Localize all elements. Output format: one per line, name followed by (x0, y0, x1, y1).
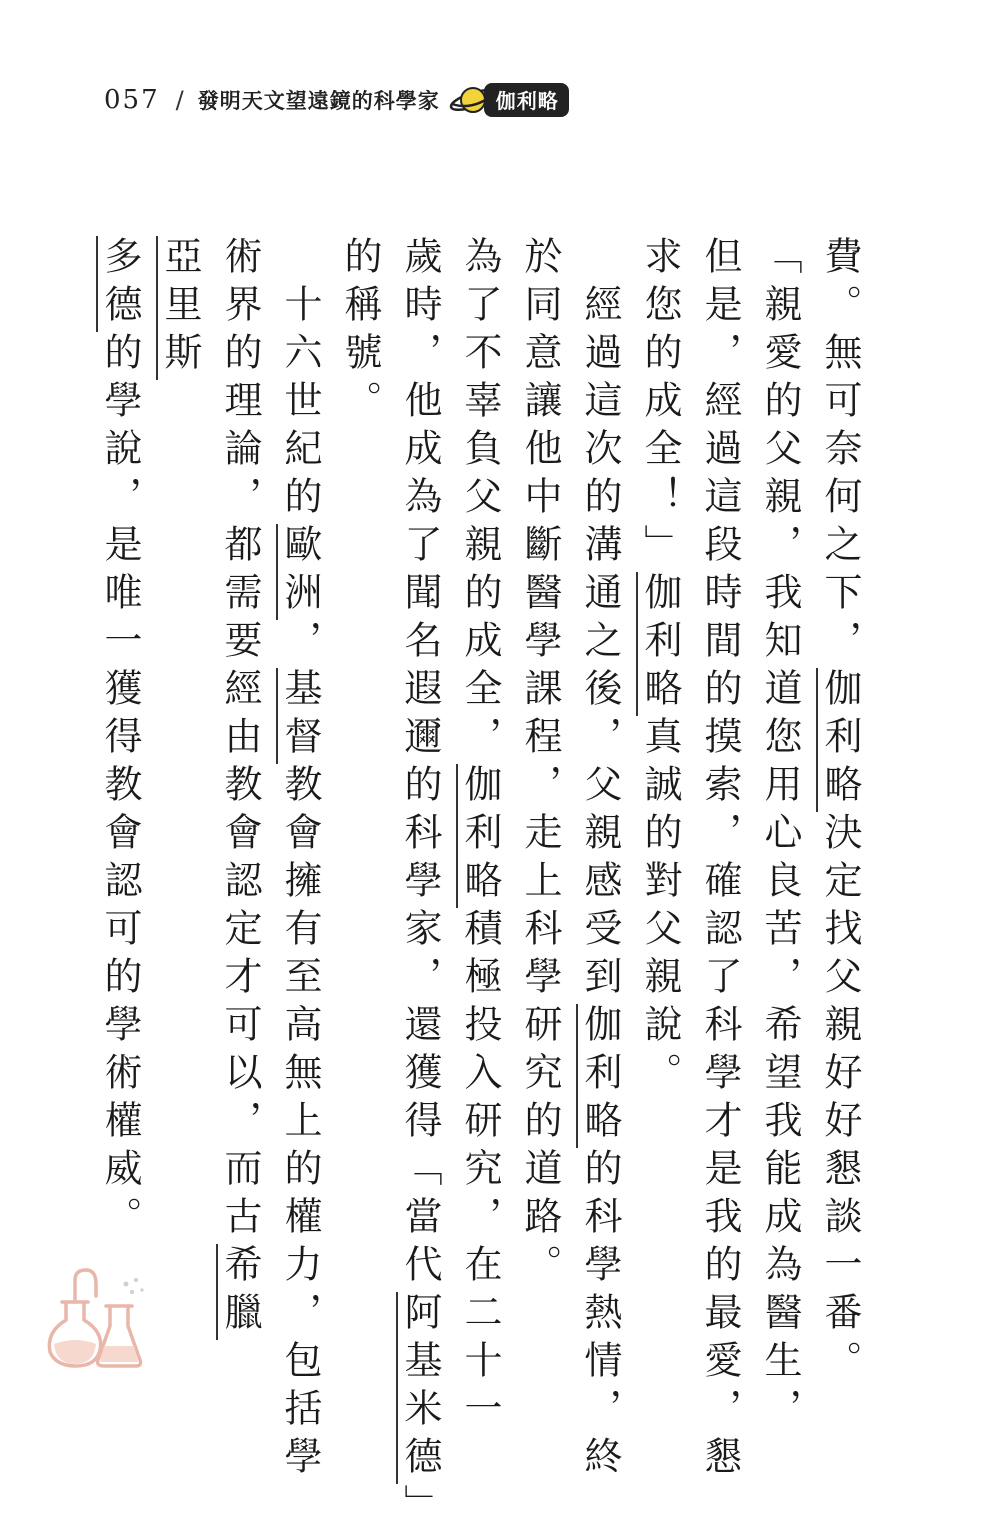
text-segment: 術界的理論，都需要經由教會認定才可以，而古 (218, 236, 262, 1244)
vertical-text-body (98, 236, 870, 1532)
text-column (390, 236, 450, 1532)
text-segment: 的稱號。 (338, 236, 382, 428)
text-segment: 」 (398, 1484, 442, 1532)
text-segment: 但是，經過這段時間的摸索，確認了科學才是我的最愛，懇 (698, 236, 742, 1484)
text-segment: 真誠的對父親說。 (638, 716, 682, 1100)
text-segment: 十六世紀的 (278, 236, 322, 524)
proper-noun: 基督 (278, 668, 322, 764)
text-segment: 經過這次的溝通之後，父親感受到 (578, 236, 622, 1004)
proper-noun: 多德 (98, 236, 142, 332)
lab-flask-icon (38, 1262, 148, 1372)
header-separator: / (175, 86, 184, 114)
text-column (510, 236, 570, 1296)
text-column (750, 236, 810, 1436)
person-name-badge: 伽利略 (484, 83, 569, 117)
text-column (450, 236, 510, 1436)
page-number: 057 (104, 85, 160, 115)
text-column (150, 236, 210, 1296)
text-column (270, 236, 330, 1484)
text-segment: 積極投入研究，在二十一 (458, 908, 502, 1436)
text-segment: 求您的成全！」 (638, 236, 682, 572)
text-column (330, 236, 390, 1296)
text-column (690, 236, 750, 1484)
text-segment: 教會擁有至高無上的權力，包括學 (278, 764, 322, 1484)
text-column (90, 236, 150, 1296)
text-column (570, 236, 630, 1484)
text-column (210, 236, 270, 1340)
proper-noun: 亞里斯 (158, 236, 202, 380)
text-segment: 的學說，是唯一獲得教會認可的學術權威。 (98, 332, 142, 1244)
text-segment: ， (278, 620, 322, 668)
text-column (630, 236, 690, 1296)
book-title: 發明天文望遠鏡的科學家 (197, 89, 440, 113)
text-segment: 的科學熱情，終 (578, 1148, 622, 1484)
proper-noun: 伽利略 (578, 1004, 622, 1148)
text-segment: 歲時，他成為了聞名遐邇的科學家，還獲得「當代 (398, 236, 442, 1292)
text-segment: 為了不辜負父親的成全， (458, 236, 502, 764)
text-segment: 「親愛的父親，我知道您用心良苦，希望我能成為醫生， (758, 236, 802, 1436)
proper-noun: 伽利略 (638, 572, 682, 716)
proper-noun: 阿基米德 (398, 1292, 442, 1484)
proper-noun: 伽利略 (458, 764, 502, 908)
text-segment: 決定找父親好好懇談一番。 (818, 812, 862, 1388)
proper-noun: 希臘 (218, 1244, 262, 1340)
proper-noun: 伽利略 (818, 668, 862, 812)
text-segment: 費。無可奈何之下， (818, 236, 862, 668)
text-column (810, 236, 870, 1388)
text-segment: 於同意讓他中斷醫學課程，走上科學研究的道路。 (518, 236, 562, 1292)
proper-noun: 歐洲 (278, 524, 322, 620)
page-header (104, 80, 569, 120)
